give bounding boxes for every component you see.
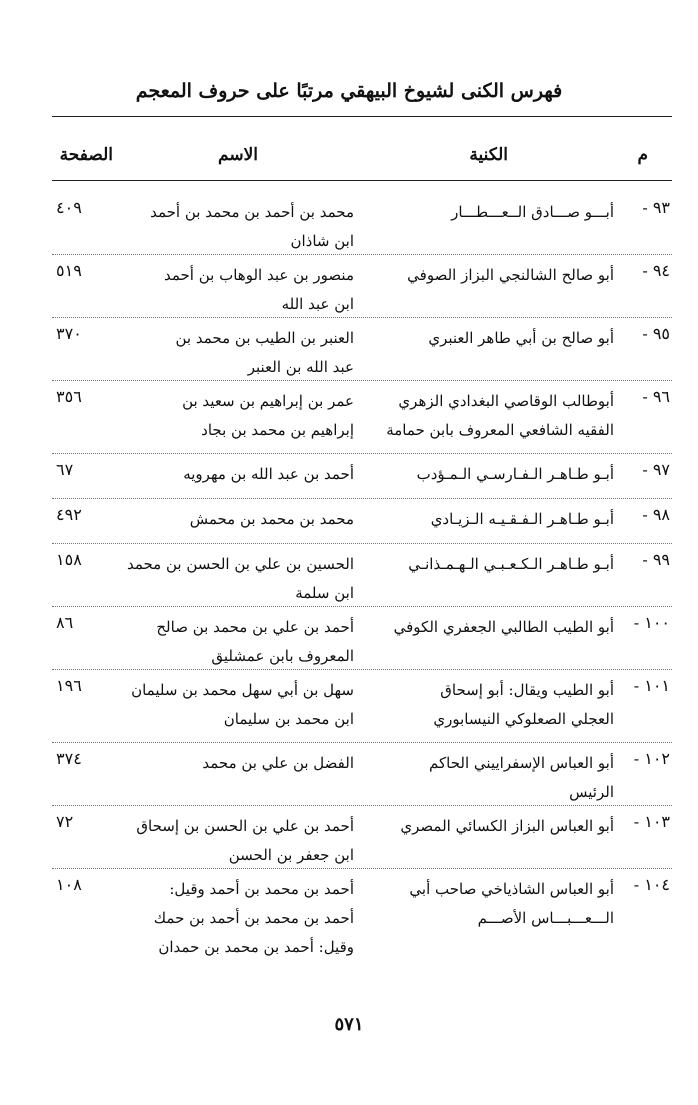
kunya-line: أبوطالب الوقاصي البغدادي الزهري bbox=[398, 392, 614, 410]
entry-name bbox=[104, 198, 354, 256]
entry-name bbox=[104, 261, 354, 319]
entry-page: ٣٧٤ bbox=[56, 749, 82, 768]
name-line: ابن سلمة bbox=[295, 584, 354, 602]
name-line: الفضل بن علي بن محمد bbox=[202, 754, 354, 772]
entry-name bbox=[104, 505, 354, 534]
name-line: سهل بن أبي سهل محمد بن سليمان bbox=[131, 681, 354, 699]
entry-kunya bbox=[382, 812, 614, 841]
kunya-line: أبو الطيب ويقال: أبو إسحاق bbox=[440, 681, 614, 699]
name-line: أحمد بن عبد الله بن مهرويه bbox=[183, 465, 354, 483]
page-number: ٥٧١ bbox=[334, 1014, 364, 1035]
name-line: ابن جعفر بن الحسن bbox=[228, 846, 354, 864]
entry-kunya bbox=[382, 198, 614, 227]
entry-name bbox=[104, 550, 354, 608]
name-line: ابن شاذان bbox=[290, 232, 354, 250]
entry-number: ١٠٠ - bbox=[633, 613, 670, 632]
entry-number: ٩٧ - bbox=[642, 460, 670, 479]
entry-page: ٣٧٠ bbox=[56, 324, 82, 343]
entry-name bbox=[104, 875, 354, 962]
name-line: إبراهيم بن محمد بن بجاد bbox=[201, 421, 354, 439]
name-line: محمد بن أحمد بن محمد بن أحمد bbox=[150, 203, 354, 221]
entry-page: ١٥٨ bbox=[56, 550, 82, 569]
entry-number: ٩٦ - bbox=[642, 387, 670, 406]
name-line: أحمد بن علي بن الحسن بن إسحاق bbox=[136, 817, 354, 835]
entry-number: ٩٥ - bbox=[642, 324, 670, 343]
entry-page: ١٩٦ bbox=[56, 676, 82, 695]
kunya-line: أبو الطيب الطالبي الجعفري الكوفي bbox=[393, 618, 614, 636]
entry-name bbox=[104, 676, 354, 734]
name-line: أحمد بن محمد بن أحمد وقيل: bbox=[169, 880, 354, 898]
entry-name bbox=[104, 613, 354, 671]
name-line: الحسين بن علي بن الحسن بن محمد bbox=[126, 555, 354, 573]
kunya-line: أبو العباس الإسفراييني الحاكم bbox=[429, 754, 614, 772]
table-row bbox=[52, 544, 672, 607]
entry-name bbox=[104, 387, 354, 445]
entry-name bbox=[104, 324, 354, 382]
kunya-line: أبـو طـاهـر الـكـعـبـي الـهـمـذانـي bbox=[408, 555, 614, 573]
entry-number: ١٠٣ - bbox=[633, 812, 670, 831]
entry-kunya bbox=[382, 749, 614, 807]
table-row bbox=[52, 607, 672, 670]
name-line: العنبر بن الطيب بن محمد بن bbox=[175, 329, 354, 347]
entry-number: ٩٨ - bbox=[642, 505, 670, 524]
index-table bbox=[52, 192, 672, 969]
kunya-line: أبـو طـاهـر الـفـارسـي الـمـؤدب bbox=[416, 465, 614, 483]
kunya-line: الرئيس bbox=[569, 783, 614, 801]
entry-kunya bbox=[382, 550, 614, 579]
kunya-line: الفقيه الشافعي المعروف بابن حمامة bbox=[386, 421, 614, 439]
running-title: فهرس الكنى لشيوخ البيهقي مرتبًا على حروف المعجم bbox=[135, 80, 563, 102]
entry-number: ١٠١ - bbox=[633, 676, 670, 695]
table-row bbox=[52, 670, 672, 743]
entry-number: ٩٣ - bbox=[642, 198, 670, 217]
entry-name bbox=[104, 812, 354, 870]
table-row bbox=[52, 499, 672, 544]
kunya-line: أبـو طـاهـر الـفـقـيـه الـزيـادي bbox=[430, 510, 614, 528]
table-row bbox=[52, 381, 672, 454]
entry-number: ١٠٢ - bbox=[633, 749, 670, 768]
name-line: منصور بن عبد الوهاب بن أحمد bbox=[163, 266, 354, 284]
header-rule bbox=[52, 180, 672, 181]
entry-page: ٤٩٢ bbox=[56, 505, 82, 524]
table-row bbox=[52, 869, 672, 969]
table-row bbox=[52, 192, 672, 255]
entry-kunya bbox=[382, 505, 614, 534]
column-header-name: الاسم bbox=[218, 145, 258, 165]
entry-page: ٨٦ bbox=[56, 613, 74, 632]
column-header-number: م bbox=[637, 145, 648, 165]
name-line: محمد بن محمد بن محمش bbox=[189, 510, 354, 528]
column-header-page: الصفحة bbox=[59, 145, 113, 165]
name-line: عبد الله بن العنبر bbox=[247, 358, 354, 376]
name-line: ابن عبد الله bbox=[281, 295, 354, 313]
entry-number: ٩٩ - bbox=[642, 550, 670, 569]
entry-page: ٥١٩ bbox=[56, 261, 82, 280]
kunya-line: الـــعـــبـــاس الأصـــم bbox=[477, 909, 614, 927]
table-row bbox=[52, 454, 672, 499]
entry-kunya bbox=[382, 261, 614, 290]
name-line: المعروف بابن عمشليق bbox=[211, 647, 354, 665]
name-line: ابن محمد بن سليمان bbox=[223, 710, 354, 728]
entry-name bbox=[104, 460, 354, 489]
table-row bbox=[52, 318, 672, 381]
entry-kunya bbox=[382, 460, 614, 489]
kunya-line: أبو صالح بن أبي طاهر العنبري bbox=[428, 329, 614, 347]
entry-name bbox=[104, 749, 354, 778]
name-line: أحمد بن علي بن محمد بن صالح bbox=[156, 618, 354, 636]
entry-page: ٣٥٦ bbox=[56, 387, 82, 406]
name-line: أحمد بن محمد بن أحمد بن حمك bbox=[153, 909, 354, 927]
entry-kunya bbox=[382, 875, 614, 933]
entry-page: ٦٧ bbox=[56, 460, 74, 479]
entry-page: ١٠٨ bbox=[56, 875, 82, 894]
entry-kunya bbox=[382, 613, 614, 642]
name-line: وقيل: أحمد بن محمد بن حمدان bbox=[158, 938, 354, 956]
kunya-line: أبو العباس الشاذياخي صاحب أبي bbox=[409, 880, 614, 898]
kunya-line: أبو العباس البزاز الكسائي المصري bbox=[400, 817, 614, 835]
entry-kunya bbox=[382, 676, 614, 734]
table-row bbox=[52, 743, 672, 806]
kunya-line: أبـــو صـــادق الــعـــطـــار bbox=[451, 203, 614, 221]
table-row bbox=[52, 806, 672, 869]
column-header-kunya: الكنية bbox=[469, 145, 508, 165]
entry-page: ٧٢ bbox=[56, 812, 74, 831]
table-row bbox=[52, 255, 672, 318]
entry-kunya bbox=[382, 387, 614, 445]
name-line: عمر بن إبراهيم بن سعيد بن bbox=[182, 392, 354, 410]
kunya-line: أبو صالح الشالنجي البزاز الصوفي bbox=[407, 266, 614, 284]
entry-page: ٤٠٩ bbox=[56, 198, 82, 217]
entry-kunya bbox=[382, 324, 614, 353]
entry-number: ٩٤ - bbox=[642, 261, 670, 280]
entry-number: ١٠٤ - bbox=[633, 875, 670, 894]
kunya-line: العجلي الصعلوكي النيسابوري bbox=[433, 710, 614, 728]
title-rule bbox=[52, 116, 672, 117]
